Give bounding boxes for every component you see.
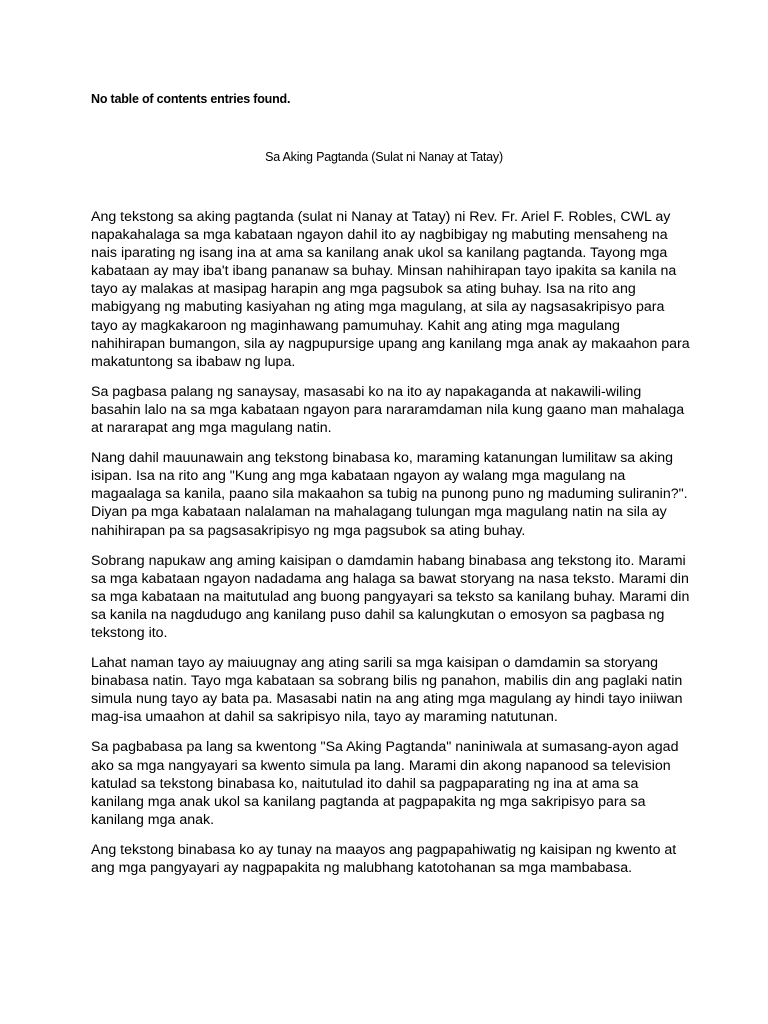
- paragraph: Ang tekstong binabasa ko ay tunay na maayos ang pagpapahiwatig ng kaisipan ng kwento at ang mga pangyayari ay nagpapakita ng malubhang katotohanan sa mga mambabasa.: [91, 841, 677, 876]
- paragraph: Nang dahil mauunawain ang tekstong binabasa ko, maraming katanungan lumilitaw sa aking isipan. Isa na rito ang "Kung ang mga kabataan ngayon ay walang mga magulang na magaalaga sa kanila, paano sila makaahon sa tubig na punong puno ng maduming suliranin?". Diyan pa mga kabataan nalalaman na mahalagang tulungan mga magulang natin na sila ay nahihirapan pa sa pagsasakripisyo ng mga pagsubok sa ating buhay.: [91, 450, 688, 539]
- paragraph: Sa pagbasa palang ng sanaysay, masasabi ko na ito ay napakaganda at nakawili-wiling basahin lalo na sa mga kabataan ngayon para nararamdaman nila kung gaano man mahalaga at nararapat ang mga magulang natin.: [91, 383, 685, 437]
- paragraph: Lahat naman tayo ay maiuugnay ang ating sarili sa mga kaisipan o damdamin sa storyang binabasa natin. Tayo mga kabataan sa sobrang bilis ng panahon, mabilis din ang paglaki natin simula nung tayo ay bata pa. Masasabi natin na ang ating mga magulang ay hindi tayo iniiwan mag-isa umaahon at dahil sa sakripisyo nila, tayo ay maraming natutunan.: [91, 655, 683, 726]
- paragraph: Sobrang napukaw ang aming kaisipan o damdamin habang binabasa ang tekstong ito. Marami sa mga kabataan ngayon nadadama ang halaga sa bawat storyang na nasa teksto. Marami din sa mga kabataan na maitutulad ang buong pangyayari sa teksto sa kanilang buhay. Marami din sa kanila na nagdudugo ang kanilang puso dahil sa kalungkutan o emosyon sa pagbasa ng tekstong ito.: [91, 552, 690, 641]
- paragraph: Sa pagbabasa pa lang sa kwentong "Sa Aking Pagtanda" naniniwala at sumasang-ayon agad ako sa mga nangyayari sa kwento simula pa lang. Marami din akong napanood sa television katulad sa tekstong binabasa ko, naitutulad ito dahil sa pagpaparating ng ina at ama sa kanilang mga anak ukol sa kanilang pagtanda at pagpapakita ng mga sakripisyo para sa kanilang mga anak.: [91, 739, 679, 828]
- document-body: [91, 208, 691, 889]
- paragraph: Ang tekstong sa aking pagtanda (sulat ni Nanay at Tatay) ni Rev. Fr. Ariel F. Robles, CWL ay napakahalaga sa mga kabataan ngayon dahil ito ay nagbibigay ng mabuting mensaheng na nais iparating ng isang ina at ama sa kanilang anak ukol sa kanilang pagtanda. Tayong mga kabataan ay may iba't ibang pananaw sa buhay. Minsan nahihirapan tayo ipakita sa kanila na tayo ay malakas at masipag harapin ang mga pagsubok sa ating buhay. Isa na rito ang mabigyang ng mabuting kasiyahan ng ating mga magulang, at sila ay nagsasakripisyo para tayo ay magkakaroon ng maginhawang pamumuhay. Kahit ang ating mga magulang nahihirapan bumangon, sila ay nagpupursige upang ang kanilang mga anak ay makaahon para makatuntong sa ibabaw ng lupa.: [91, 209, 690, 370]
- toc-empty-note: No table of contents entries found.: [91, 92, 291, 106]
- document-title: Sa Aking Pagtanda (Sulat ni Nanay at Tatay): [265, 150, 503, 164]
